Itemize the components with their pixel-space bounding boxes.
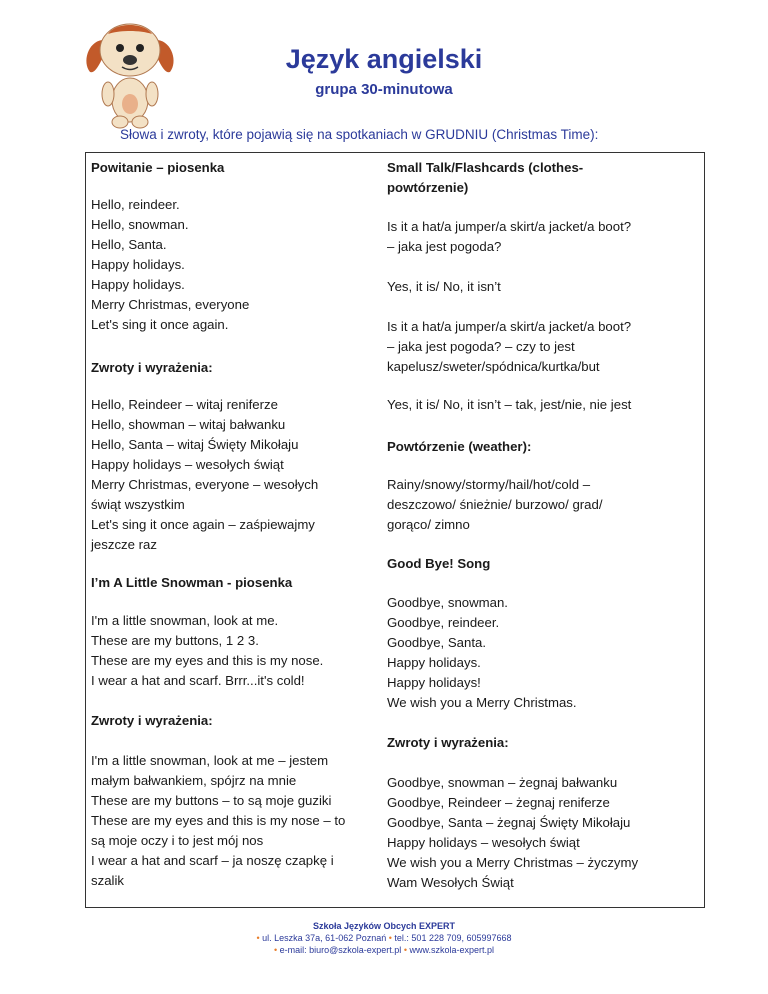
question-line: – jaka jest pogoda? (387, 239, 502, 254)
question-line: Is it a hat/a jumper/a skirt/a jacket/a boot? (387, 319, 632, 334)
lyric-line: Hello, Santa. (91, 237, 167, 252)
phrase-line: Merry Christmas, everyone – wesołych (91, 477, 319, 492)
footer-web-line (0, 944, 768, 956)
weather-line: gorąco/ zimno (387, 517, 470, 532)
section-heading (387, 158, 583, 198)
question-lines (387, 217, 631, 257)
lyric-line: I'm a little snowman, look at me. (91, 613, 279, 628)
question-lines (387, 317, 631, 377)
phrase-line: These are my eyes and this is my nose – to (91, 813, 346, 828)
lyric-line: Merry Christmas, everyone (91, 297, 250, 312)
question-line: kapelusz/sweter/spódnica/kurtka/but (387, 359, 600, 374)
song-lines (387, 593, 577, 713)
footer (0, 920, 768, 956)
bullet-icon: • (403, 945, 407, 955)
phrase-line: Goodbye, snowman – żegnaj bałwanku (387, 775, 618, 790)
question-line: Is it a hat/a jumper/a skirt/a jacket/a boot? (387, 219, 632, 234)
phrase-line: I wear a hat and scarf – ja noszę czapkę i (91, 853, 334, 868)
phrase-line: These are my buttons – to są moje guziki (91, 793, 332, 808)
page-title: Język angielski (285, 44, 483, 74)
intro-text: Słowa i zwroty, które pojawią się na spotkaniach w GRUDNIU (Christmas Time): (120, 127, 599, 142)
phrase-line: szalik (91, 873, 124, 888)
answer-line: Yes, it is/ No, it isn’t – tak, jest/nie, nie jest (387, 397, 632, 412)
phrase-line: Goodbye, Santa – żegnaj Święty Mikołaju (387, 815, 631, 830)
section-heading: Powitanie – piosenka (91, 160, 225, 175)
lyric-line: These are my eyes and this is my nose. (91, 653, 324, 668)
lyric-line: Happy holidays. (91, 277, 185, 292)
lyric-line: Goodbye, snowman. (387, 595, 508, 610)
lyric-line: We wish you a Merry Christmas. (387, 695, 577, 710)
phone: tel.: 501 228 709, 605997668 (394, 933, 512, 943)
phrase-lines (91, 751, 345, 891)
phrase-line: Hello, Reindeer – witaj reniferze (91, 397, 278, 412)
phrase-lines (387, 773, 638, 893)
weather-line: deszczowo/ śnieżnie/ burzowo/ grad/ (387, 497, 603, 512)
email-link[interactable]: e-mail: biuro@szkola-expert.pl (279, 945, 402, 955)
lyric-line: Goodbye, reindeer. (387, 615, 500, 630)
address: ul. Leszka 37a, 61-062 Poznań (262, 933, 387, 943)
section-heading: Zwroty i wyrażenia: (91, 360, 213, 375)
question-line: – jaka jest pogoda? – czy to jest (387, 339, 575, 354)
phrase-line: Wam Wesołych Świąt (387, 875, 514, 890)
phrase-line: Happy holidays – wesołych świąt (387, 835, 580, 850)
section-heading: I’m A Little Snowman - piosenka (91, 575, 293, 590)
phrase-line: I'm a little snowman, look at me – jestem (91, 753, 329, 768)
lyric-line: Happy holidays. (91, 257, 185, 272)
section-heading: Zwroty i wyrażenia: (387, 735, 509, 750)
section-heading: Powtórzenie (weather): (387, 439, 532, 454)
lyric-line: Hello, snowman. (91, 217, 189, 232)
content-table (85, 152, 705, 908)
phrase-line: są moje oczy i to jest mój nos (91, 833, 264, 848)
phrase-line: Let's sing it once again – zaśpiewajmy (91, 517, 315, 532)
phrase-line: Goodbye, Reindeer – żegnaj reniferze (387, 795, 610, 810)
phrase-line: jeszcze raz (91, 537, 157, 552)
heading-line: Small Talk/Flashcards (clothes- (387, 160, 584, 175)
lyric-line: I wear a hat and scarf. Brrr...it's cold! (91, 673, 305, 688)
song-lines (91, 611, 323, 691)
phrase-lines (91, 395, 318, 555)
phrase-line: małym bałwankiem, spójrz na mnie (91, 773, 297, 788)
answer-line: Yes, it is/ No, it isn’t (387, 279, 501, 294)
song-lines (91, 195, 249, 335)
weather-line: Rainy/snowy/stormy/hail/hot/cold – (387, 477, 591, 492)
bullet-icon: • (256, 933, 260, 943)
heading-line: powtórzenie) (387, 180, 469, 195)
bullet-icon: • (273, 945, 278, 955)
lyric-line: Happy holidays! (387, 675, 481, 690)
school-name: Szkoła Języków Obcych EXPERT (312, 921, 456, 931)
lyric-line: These are my buttons, 1 2 3. (91, 633, 259, 648)
lyric-line: Happy holidays. (387, 655, 481, 670)
bullet-icon: • (388, 933, 392, 943)
section-heading: Zwroty i wyrażenia: (91, 713, 213, 728)
lyric-line: Let's sing it once again. (91, 317, 229, 332)
phrase-line: Hello, showman – witaj bałwanku (91, 417, 286, 432)
section-heading: Good Bye! Song (387, 556, 491, 571)
phrase-line: Happy holidays – wesołych świąt (91, 457, 284, 472)
phrase-line: świąt wszystkim (91, 497, 185, 512)
lyric-line: Goodbye, Santa. (387, 635, 486, 650)
page-subtitle: grupa 30-minutowa (315, 81, 453, 98)
footer-contact-line (0, 932, 768, 944)
lyric-line: Hello, reindeer. (91, 197, 180, 212)
phrase-line: We wish you a Merry Christmas – życzymy (387, 855, 639, 870)
phrase-line: Hello, Santa – witaj Święty Mikołaju (91, 437, 299, 452)
weather-lines (387, 475, 603, 535)
website-link[interactable]: www.szkola-expert.pl (409, 945, 495, 955)
